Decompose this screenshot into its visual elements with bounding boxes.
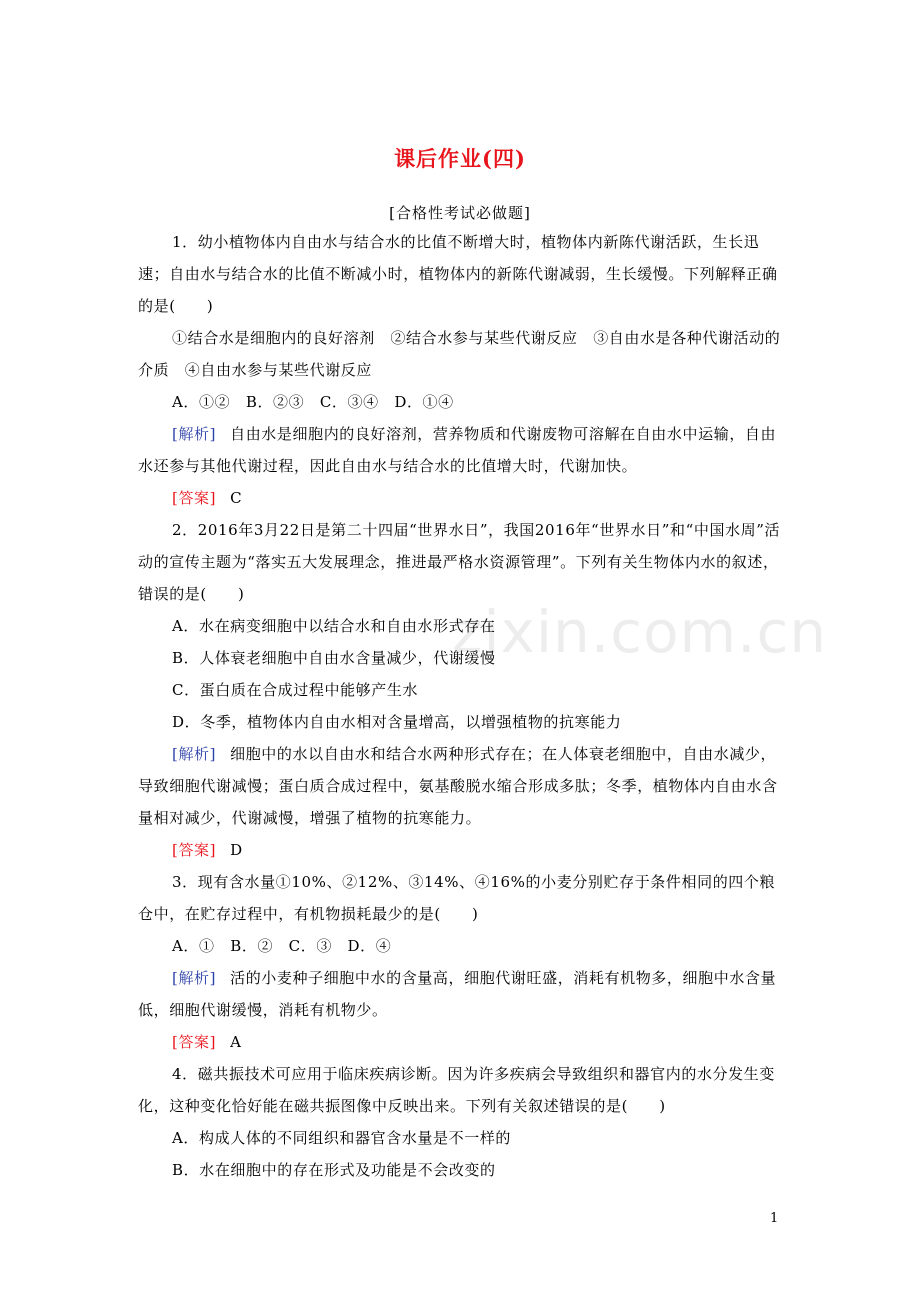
answer-text: D	[230, 841, 243, 859]
answer-tag: [答案]	[172, 1033, 217, 1051]
answer-text: A	[230, 1033, 242, 1051]
question-2-option-c: C．蛋白质在合成过程中能够产生水	[172, 681, 419, 699]
question-1-answer	[138, 482, 782, 514]
question-2-analysis	[138, 738, 782, 834]
analysis-tag: [解析]	[172, 745, 217, 763]
question-2-option-d: D．冬季，植物体内自由水相对含量增高，以增强植物的抗寒能力	[172, 713, 622, 731]
analysis-text: 细胞中的水以自由水和结合水两种形式存在；在人体衰老细胞中，自由水减少，导致细胞代谢减慢；蛋白质合成过程中，氨基酸脱水缩合形成多肽；冬季，植物体内自由水含量相对减少，代谢减慢，增强了植物的抗寒能力。	[138, 745, 778, 827]
question-1-stem: 1．幼小植物体内自由水与结合水的比值不断增大时，植物体内新陈代谢活跃，生长迅速；自由水与结合水的比值不断减小时，植物体内的新陈代谢减弱，生长缓慢。下列解释正确的是( )	[138, 233, 778, 315]
answer-tag: [答案]	[172, 489, 217, 507]
analysis-text: 活的小麦种子细胞中水的含量高，细胞代谢旺盛，消耗有机物多，细胞中水含量低，细胞代谢缓慢，消耗有机物少。	[138, 969, 777, 1019]
section-heading: [合格性考试必做题]	[389, 204, 531, 222]
question-3-analysis	[138, 962, 782, 1026]
question-3-stem: 3．现有含水量①10%、②12%、③14%、④16%的小麦分别贮存于条件相同的四个粮仓中，在贮存过程中，有机物损耗最少的是( )	[138, 873, 776, 923]
question-1-items: ①结合水是细胞内的良好溶剂 ②结合水参与某些代谢反应 ③自由水是各种代谢活动的介质 ④自由水参与某些代谢反应	[138, 329, 781, 379]
analysis-text: 自由水是细胞内的良好溶剂，营养物质和代谢废物可溶解在自由水中运输，自由水还参与其他代谢过程，因此自由水与结合水的比值增大时，代谢加快。	[138, 425, 777, 475]
question-list	[138, 226, 782, 1186]
answer-tag: [答案]	[172, 841, 217, 859]
question-4-option-b: B．水在细胞中的存在形式及功能是不会改变的	[172, 1161, 496, 1179]
question-1-options: A．①② B．②③ C．③④ D．①④	[172, 393, 454, 411]
question-3-options: A．① B．② C．③ D．④	[172, 937, 392, 955]
question-2-stem: 2．2016年3月22日是第二十四届“世界水日”，我国2016年“世界水日”和“中国水周”活动的宣传主题为“落实五大发展理念，推进最严格水资源管理”。下列有关生物体内水的叙述，错误的是( )	[138, 521, 781, 603]
analysis-tag: [解析]	[172, 425, 217, 443]
question-4-option-a: A．构成人体的不同组织和器官含水量是不一样的	[172, 1129, 512, 1147]
question-1-analysis	[138, 418, 782, 482]
page-title: 课后作业(四)	[394, 146, 526, 171]
question-2-option-a: A．水在病变细胞中以结合水和自由水形式存在	[172, 617, 496, 635]
watermark: zixin.com.cn	[452, 598, 828, 666]
answer-text: C	[230, 489, 243, 507]
analysis-tag: [解析]	[172, 969, 217, 987]
question-2-answer	[138, 834, 782, 866]
question-4-stem: 4．磁共振技术可应用于临床疾病诊断。因为许多疾病会导致组织和器官内的水分发生变化，这种变化恰好能在磁共振图像中反映出来。下列有关叙述错误的是( )	[138, 1065, 775, 1115]
page-number: 1	[770, 1211, 779, 1226]
question-2-option-b: B．人体衰老细胞中自由水含量减少，代谢缓慢	[172, 649, 496, 667]
question-3-answer	[138, 1026, 782, 1058]
